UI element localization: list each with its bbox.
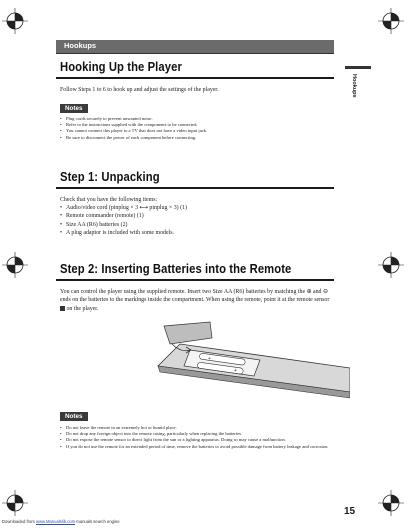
title-rule [56, 77, 334, 79]
list-item: • Plug cords securely to prevent unwanted noise. [60, 116, 334, 122]
list-item: • Refer to the instructions supplied with the components to be connected. [60, 122, 334, 128]
header-rule [56, 53, 334, 54]
list-item: • Do not drop any foreign object into the remote casing, particularly when replacing the batteries. [60, 431, 334, 437]
page-title: Hooking Up the Player [60, 60, 182, 74]
step2-text: You can control the player using the supplied remote. Insert two Size AA (R6) batteries by matching the ⊕ and ⊖ ends on the batteries to the markings inside the compartment. When using the remote, point it at the remote sensor on the player. [60, 289, 330, 312]
notes-label: Notes [60, 104, 88, 113]
step2-title: Step 2: Inserting Batteries into the Remote [60, 262, 292, 276]
registration-mark-bottom-right-icon [378, 490, 404, 516]
notes-list-2 [60, 425, 334, 450]
section-header-bar [56, 40, 334, 53]
notes-list [60, 116, 334, 141]
page-number: 15 [344, 506, 356, 517]
list-item: • Do not expose the remote sensor to direct light from the sun or a lighting apparatus. Doing so may cause a malfunction. [60, 437, 334, 443]
svg-text:+: + [208, 356, 211, 362]
list-item: • You cannot connect this player to a TV that does not have a video input jack. [60, 128, 334, 134]
remote-battery-illustration [150, 320, 350, 405]
list-item: • Do not leave the remote in an extremely hot or humid place. [60, 425, 334, 431]
list-item: • Size AA (R6) batteries (2) [60, 221, 334, 229]
notes-label-2: Notes [60, 412, 88, 421]
step1-items [60, 204, 334, 238]
step1-rule [56, 187, 334, 189]
step1-intro: Check that you have the following items: [60, 197, 158, 203]
step1-title: Step 1: Unpacking [60, 170, 160, 184]
list-item: • If you do not use the remote for an extended period of time, remove the batteries to avoid possible damage from battery leakage and corrosion. [60, 444, 334, 450]
side-tab-label: Hookups [351, 74, 357, 98]
manualslib-link[interactable]: www.Manualslib.com [36, 519, 76, 524]
side-tab-marker [345, 66, 371, 69]
registration-mark-top-left-icon [2, 8, 28, 34]
intro-text: Follow Steps 1 to 6 to hook up and adjust the settings of the player. [60, 87, 219, 93]
list-item: • A plug adaptor is included with some models. [60, 229, 334, 237]
registration-mark-bottom-left-icon [2, 490, 28, 516]
registration-mark-middle-left-icon [2, 252, 28, 278]
list-item: • Be sure to disconnect the power of each component before connecting. [60, 135, 334, 141]
list-item: • Remote commander (remote) (1) [60, 212, 334, 220]
list-item: • Audio/video cord (pinplug × 3 ⟷ pinplug × 3) (1) [60, 204, 334, 212]
step2-rule [56, 279, 334, 281]
svg-text:+: + [234, 368, 237, 374]
registration-mark-top-right-icon [378, 8, 404, 34]
registration-mark-middle-right-icon [378, 252, 404, 278]
section-header-label: Hookups [64, 41, 97, 50]
download-footer: Downloaded from www.Manualslib.com manuals search engine [2, 519, 120, 524]
remote-sensor-icon [60, 306, 65, 311]
